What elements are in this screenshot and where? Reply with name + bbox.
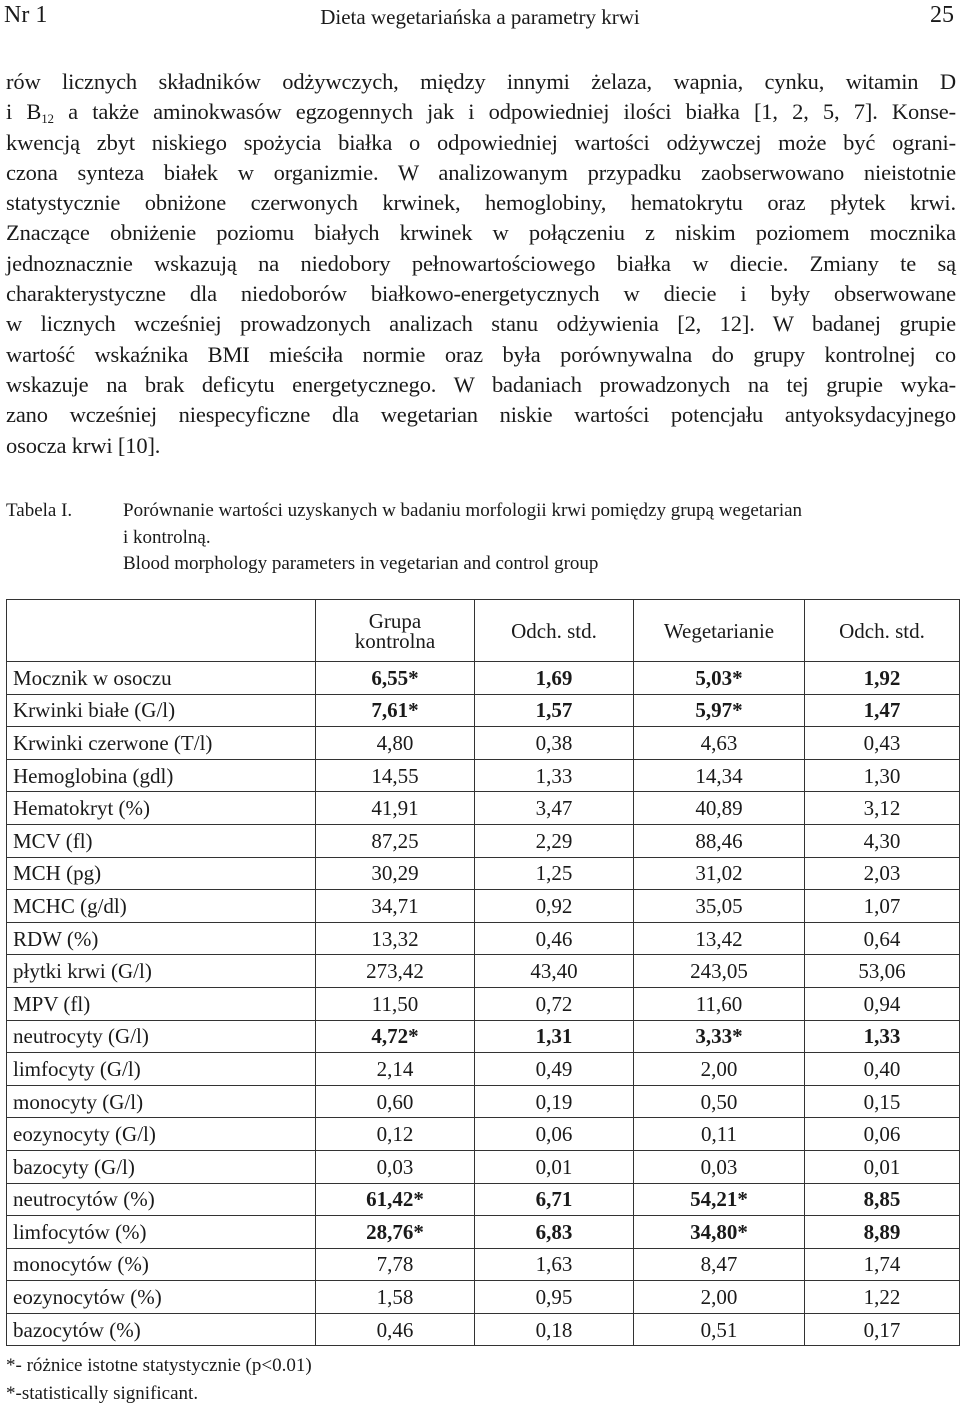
control-sd: 6,71 — [475, 1183, 634, 1216]
vegetarian-value: 8,47 — [634, 1248, 805, 1281]
table-row — [7, 1020, 960, 1053]
header-sd-vegetarians: Odch. std. — [805, 600, 960, 662]
vegetarian-value: 0,51 — [634, 1313, 805, 1346]
control-sd: 0,18 — [475, 1313, 634, 1346]
table-row — [7, 857, 960, 890]
parameter-name: monocyty (G/l) — [7, 1085, 316, 1118]
line-text: i B — [6, 99, 42, 125]
paragraph-line: Znaczące obniżenie poziomu białych krwinek w połączeniu z niskim poziomem mocznika — [6, 220, 956, 246]
table-row — [7, 1150, 960, 1183]
vegetarian-value: 14,34 — [634, 759, 805, 792]
control-value: 28,76* — [316, 1216, 475, 1249]
parameter-name: Mocznik w osoczu — [7, 662, 316, 695]
control-sd: 2,29 — [475, 824, 634, 857]
control-value: 13,32 — [316, 922, 475, 955]
parameter-name: limfocyty (G/l) — [7, 1053, 316, 1086]
control-sd: 0,95 — [475, 1281, 634, 1314]
parameter-name: Hematokryt (%) — [7, 792, 316, 825]
control-sd: 0,01 — [475, 1150, 634, 1183]
control-sd: 3,47 — [475, 792, 634, 825]
paragraph-line: statystycznie obniżone czerwonych krwinek, hemoglobiny, hematokrytu oraz płytek krwi. — [6, 190, 956, 216]
control-sd: 1,57 — [475, 694, 634, 727]
control-value: 0,60 — [316, 1085, 475, 1118]
table-row — [7, 1281, 960, 1314]
table-row — [7, 694, 960, 727]
control-sd: 1,69 — [475, 662, 634, 695]
control-sd: 0,92 — [475, 890, 634, 923]
control-sd: 0,46 — [475, 922, 634, 955]
control-value: 273,42 — [316, 955, 475, 988]
vegetarian-value: 11,60 — [634, 987, 805, 1020]
paragraph-line: zano wcześniej niespecyficzne dla wegetarian niskie wartości potencjału antyoksydacyjnego — [6, 402, 956, 428]
parameter-name: Krwinki białe (G/l) — [7, 694, 316, 727]
control-value: 61,42* — [316, 1183, 475, 1216]
vegetarian-sd: 0,01 — [805, 1150, 960, 1183]
control-sd: 6,83 — [475, 1216, 634, 1249]
header-parameter — [7, 600, 316, 662]
control-value: 41,91 — [316, 792, 475, 825]
subscript: 12 — [41, 111, 54, 127]
vegetarian-value: 2,00 — [634, 1053, 805, 1086]
parameter-name: Krwinki czerwone (T/l) — [7, 727, 316, 760]
vegetarian-sd: 1,92 — [805, 662, 960, 695]
table-row — [7, 727, 960, 760]
vegetarian-value: 54,21* — [634, 1183, 805, 1216]
caption-polish-line: Porównanie wartości uzyskanych w badaniu morfologii krwi pomiędzy grupą wegetarian — [123, 500, 803, 521]
control-sd: 1,25 — [475, 857, 634, 890]
table-row — [7, 1053, 960, 1086]
vegetarian-value: 31,02 — [634, 857, 805, 890]
control-value: 11,50 — [316, 987, 475, 1020]
parameter-name: płytki krwi (G/l) — [7, 955, 316, 988]
control-value: 7,78 — [316, 1248, 475, 1281]
vegetarian-sd: 3,12 — [805, 792, 960, 825]
vegetarian-value: 13,42 — [634, 922, 805, 955]
table-row — [7, 890, 960, 923]
table-row — [7, 824, 960, 857]
parameter-name: eozynocyty (G/l) — [7, 1118, 316, 1151]
table-row — [7, 1216, 960, 1249]
caption-english: Blood morphology parameters in vegetarian and control group — [123, 553, 599, 574]
header-sd-control: Odch. std. — [475, 600, 634, 662]
control-sd: 1,33 — [475, 759, 634, 792]
paragraph-line — [6, 97, 956, 127]
vegetarian-value: 0,03 — [634, 1150, 805, 1183]
vegetarian-value: 3,33* — [634, 1020, 805, 1053]
vegetarian-value: 34,80* — [634, 1216, 805, 1249]
vegetarian-value: 2,00 — [634, 1281, 805, 1314]
control-value: 7,61* — [316, 694, 475, 727]
paragraph-line: wartość wskaźnika BMI mieściła normie oraz była porównywalna do grupy kontrolnej co — [6, 341, 956, 367]
parameter-name: monocytów (%) — [7, 1248, 316, 1281]
line-text: a także aminokwasów egzogennych jak i odpowiedniej ilości białka [1, 2, 5, 7]. Konse- — [53, 99, 956, 125]
control-value: 14,55 — [316, 759, 475, 792]
page-number: 25 — [930, 2, 954, 28]
parameter-name: neutrocytów (%) — [7, 1183, 316, 1216]
table-row — [7, 987, 960, 1020]
blood-morphology-table — [6, 599, 960, 1346]
header-line: Grupa — [368, 608, 422, 633]
table-row — [7, 1313, 960, 1346]
parameter-name: eozynocytów (%) — [7, 1281, 316, 1314]
vegetarian-value: 4,63 — [634, 727, 805, 760]
parameter-name: RDW (%) — [7, 922, 316, 955]
caption-text — [123, 498, 958, 578]
caption-polish-line: i kontrolną. — [123, 526, 211, 548]
journal-issue: Nr 1 — [4, 2, 48, 28]
control-value: 0,12 — [316, 1118, 475, 1151]
parameter-name: bazocyty (G/l) — [7, 1150, 316, 1183]
control-sd: 1,63 — [475, 1248, 634, 1281]
vegetarian-sd: 1,30 — [805, 759, 960, 792]
footnote-english: *-statistically significant. — [6, 1383, 199, 1404]
vegetarian-sd: 0,17 — [805, 1313, 960, 1346]
control-sd: 0,06 — [475, 1118, 634, 1151]
table-row — [7, 955, 960, 988]
control-sd: 0,19 — [475, 1085, 634, 1118]
table-row — [7, 1118, 960, 1151]
body-paragraph — [6, 67, 956, 461]
vegetarian-sd: 8,89 — [805, 1216, 960, 1249]
vegetarian-value: 0,50 — [634, 1085, 805, 1118]
table-row — [7, 662, 960, 695]
vegetarian-sd: 4,30 — [805, 824, 960, 857]
vegetarian-value: 35,05 — [634, 890, 805, 923]
control-value: 4,80 — [316, 727, 475, 760]
control-sd: 0,38 — [475, 727, 634, 760]
control-sd: 0,49 — [475, 1053, 634, 1086]
paragraph-line: rów licznych składników odżywczych, między innymi żelaza, wapnia, cynku, witamin D — [6, 69, 956, 94]
parameter-name: limfocytów (%) — [7, 1216, 316, 1249]
control-sd: 1,31 — [475, 1020, 634, 1053]
header-control-group — [316, 600, 475, 662]
paragraph-line: charakterystyczne dla niedoborów białkowo-energetycznych w diecie i były obserwowane — [6, 281, 956, 307]
control-value: 0,46 — [316, 1313, 475, 1346]
control-value: 4,72* — [316, 1020, 475, 1053]
vegetarian-sd: 1,47 — [805, 694, 960, 727]
control-value: 0,03 — [316, 1150, 475, 1183]
table-label: Tabela I. — [6, 500, 73, 521]
table-row — [7, 792, 960, 825]
vegetarian-sd: 0,64 — [805, 922, 960, 955]
parameter-name: MCV (fl) — [7, 824, 316, 857]
vegetarian-sd: 53,06 — [805, 955, 960, 988]
control-value: 30,29 — [316, 857, 475, 890]
vegetarian-sd: 0,94 — [805, 987, 960, 1020]
vegetarian-sd: 0,06 — [805, 1118, 960, 1151]
parameter-name: bazocytów (%) — [7, 1313, 316, 1346]
control-value: 6,55* — [316, 662, 475, 695]
vegetarian-sd: 8,85 — [805, 1183, 960, 1216]
control-sd: 0,72 — [475, 987, 634, 1020]
header-vegetarians: Wegetarianie — [634, 600, 805, 662]
page-header — [0, 0, 960, 36]
paragraph-line: jednoznacznie wskazują na niedobory pełnowartościowego białka w diecie. Zmiany te są — [6, 250, 956, 276]
parameter-name: MCH (pg) — [7, 857, 316, 890]
parameter-name: neutrocyty (G/l) — [7, 1020, 316, 1053]
vegetarian-sd: 1,74 — [805, 1248, 960, 1281]
paragraph-line: wskazuje na brak deficytu energetycznego. W badaniach prowadzonych na tej grupie wyka- — [6, 371, 956, 397]
control-value: 87,25 — [316, 824, 475, 857]
vegetarian-value: 40,89 — [634, 792, 805, 825]
parameter-name: Hemoglobina (gdl) — [7, 759, 316, 792]
control-value: 1,58 — [316, 1281, 475, 1314]
vegetarian-value: 88,46 — [634, 824, 805, 857]
table-header-row — [7, 600, 960, 662]
vegetarian-sd: 0,40 — [805, 1053, 960, 1086]
vegetarian-sd: 1,22 — [805, 1281, 960, 1314]
vegetarian-sd: 1,33 — [805, 1020, 960, 1053]
footnote-polish: *- różnice istotne statystycznie (p<0.01) — [6, 1355, 312, 1376]
table-row — [7, 1183, 960, 1216]
vegetarian-value: 0,11 — [634, 1118, 805, 1151]
paragraph-line: w licznych wcześniej prowadzonych analizach stanu odżywienia [2, 12]. W badanej grupie — [6, 311, 956, 337]
vegetarian-sd: 0,43 — [805, 727, 960, 760]
control-value: 2,14 — [316, 1053, 475, 1086]
vegetarian-sd: 2,03 — [805, 857, 960, 890]
header-line: kontrolna — [354, 628, 436, 653]
vegetarian-value: 243,05 — [634, 955, 805, 988]
parameter-name: MPV (fl) — [7, 987, 316, 1020]
table-row — [7, 1085, 960, 1118]
table-row — [7, 922, 960, 955]
paragraph-line: kwencją zbyt niskiego spożycia białka o odpowiedniej wartości odżywczej może być ograni- — [6, 129, 956, 155]
vegetarian-sd: 0,15 — [805, 1085, 960, 1118]
paragraph-line: osocza krwi [10]. — [6, 432, 161, 458]
table-row — [7, 1248, 960, 1281]
vegetarian-value: 5,97* — [634, 694, 805, 727]
control-value: 34,71 — [316, 890, 475, 923]
parameter-name: MCHC (g/dl) — [7, 890, 316, 923]
control-sd: 43,40 — [475, 955, 634, 988]
table-row — [7, 759, 960, 792]
paragraph-line: czona synteza białek w organizmie. W analizowanym przypadku zaobserwowano nieistotnie — [6, 159, 956, 185]
vegetarian-value: 5,03* — [634, 662, 805, 695]
running-title: Dieta wegetariańska a parametry krwi — [320, 5, 640, 29]
vegetarian-sd: 1,07 — [805, 890, 960, 923]
